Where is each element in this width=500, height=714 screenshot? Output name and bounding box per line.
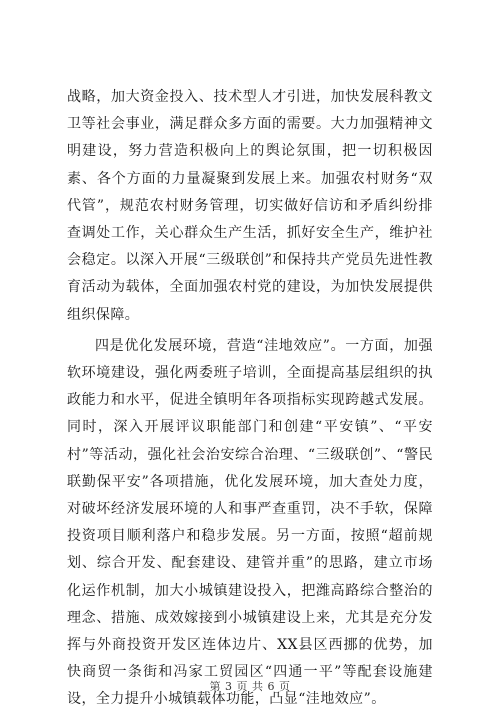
paragraph-continuation: 战略，加大资金投入、技术型人才引进，加快发展科教文卫等社会事业，满足群众多方面的需要。大力加强精神文明建设，努力营造积极向上的舆论氛围，把一切积极因素、各个方面的力量凝聚到发展上来。加强农村财务“双代管”，规范农村财务管理，切实做好信访和矛盾纠纷排查调处工作，关心群众生产生活，抓好安全生产，维护社会稳定。以深入开展“三级联创”和保持共产党员先进性教育活动为载体，全面加强农村党的建设，为加快发展提供组织保障。 xyxy=(67,89,433,323)
document-body xyxy=(67,84,433,714)
page-number-footer: 第 3 页 共 6 页 xyxy=(209,680,291,693)
paragraph-optimize-environment: 四是优化发展环境，营造“洼地效应”。一方面，加强软环境建设，强化两委班子培训，全面提高基层组织的执政能力和水平，促进全镇明年各项指标实现跨越式发展。同时，深入开展评议职能部门和创建“平安镇”、“平安村”等活动，强化社会治安综合治理、“三级联创”、“警民联勤保平安”各项措施，优化发展环境，加大查处力度，对破坏经济发展环境的人和事严查重罚，决不手软，保障投资项目顺利落户和稳步发展。另一方面，按照“超前规划、综合开发、配套建设、建管并重”的思路，建立市场化运作机制，加大小城镇建设投入，把潍高路综合整治的理念、措施、成效嫁接到小城镇建设上来，尤其是充分发挥与外商投资开发区连体边片、XX县区西挪的优势，加快商贸一条街和冯家工贸园区“四通一平”等配套设施建设，全力提升小城镇载体功能，凸显“洼地效应”。 xyxy=(67,337,433,708)
